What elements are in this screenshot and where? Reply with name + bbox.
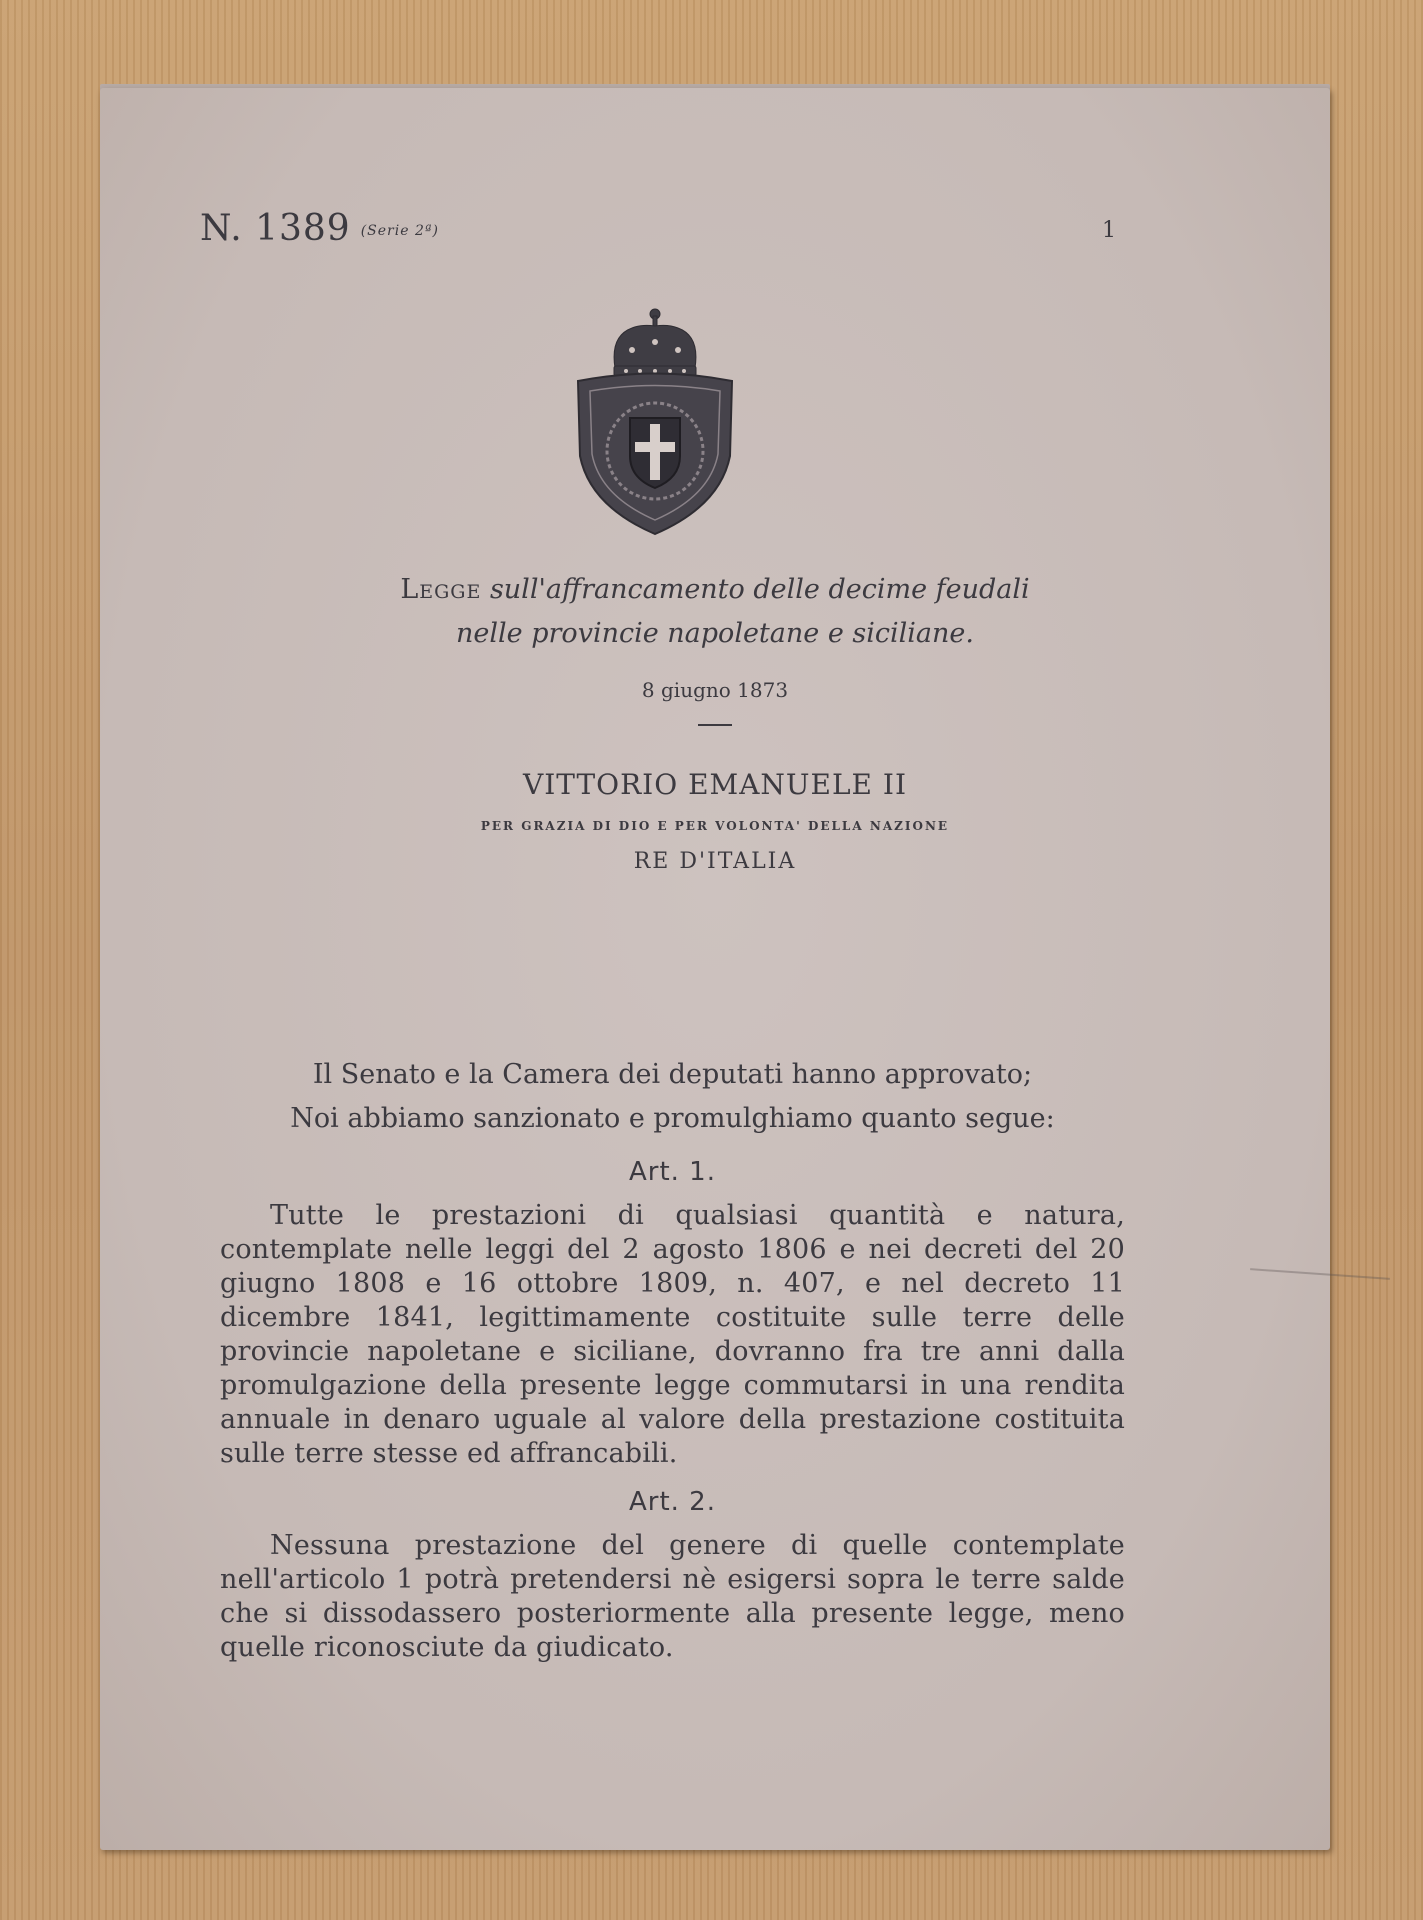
paper-crease bbox=[1250, 1268, 1390, 1280]
law-title-line2: nelle provincie napoletane e siciliane. bbox=[456, 618, 974, 649]
law-title bbox=[100, 568, 1330, 656]
series-label: (Serie 2ª) bbox=[360, 223, 439, 239]
article-2-heading: Art. 2. bbox=[628, 1487, 716, 1517]
article-1-heading: Art. 1. bbox=[628, 1157, 716, 1187]
preamble-line1: Il Senato e la Camera dei deputati hanno approvato; bbox=[312, 1059, 1033, 1090]
page-number: 1 bbox=[1102, 218, 1116, 243]
law-number-text: N. 1389 bbox=[200, 208, 351, 249]
law-date: 8 giugno 1873 bbox=[641, 678, 789, 702]
preamble bbox=[220, 1053, 1125, 1141]
law-title-prefix: Legge bbox=[400, 574, 482, 605]
law-number bbox=[200, 208, 439, 249]
document-page bbox=[100, 88, 1330, 1850]
article-2-text: Nessuna prestazione del genere di quelle contemplate nell'articolo 1 potrà pretendersi nè esigersi sopra le terre salde che si dissodassero posteriormente alla presente legge, meno quelle riconosciute da giudicato. bbox=[220, 1530, 1125, 1663]
sovereign-title: RE D'ITALIA bbox=[633, 849, 797, 874]
law-body bbox=[220, 1053, 1125, 1665]
sovereign-name: VITTORIO EMANUELE II bbox=[522, 768, 908, 801]
title-block bbox=[100, 568, 1330, 874]
divider-dash bbox=[698, 724, 732, 726]
sovereign-grace: PER GRAZIA DI DIO E PER VOLONTA' DELLA NAZIONE bbox=[480, 819, 950, 833]
law-title-line1: sull'affrancamento delle decime feudali bbox=[489, 574, 1030, 605]
preamble-line2: Noi abbiamo sanzionato e promulghiamo quanto segue: bbox=[290, 1103, 1055, 1134]
article-1-text: Tutte le prestazioni di qualsiasi quantità e natura, contemplate nelle leggi del 2 agosto 1806 e nei decreti del 20 giugno 1808 e 16 ottobre 1809, n. 407, e nel decreto 11 dicembre 1841, legittimamente costituite sulle terre delle provincie napoletane e siciliane, dovranno fra tre anni dalla promulgazione della presente legge commutarsi in una rendita annuale in denaro uguale al valore della prestazione costituita sulle terre stesse ed affrancabili. bbox=[220, 1200, 1125, 1469]
royal-coat-of-arms-icon bbox=[570, 306, 740, 536]
